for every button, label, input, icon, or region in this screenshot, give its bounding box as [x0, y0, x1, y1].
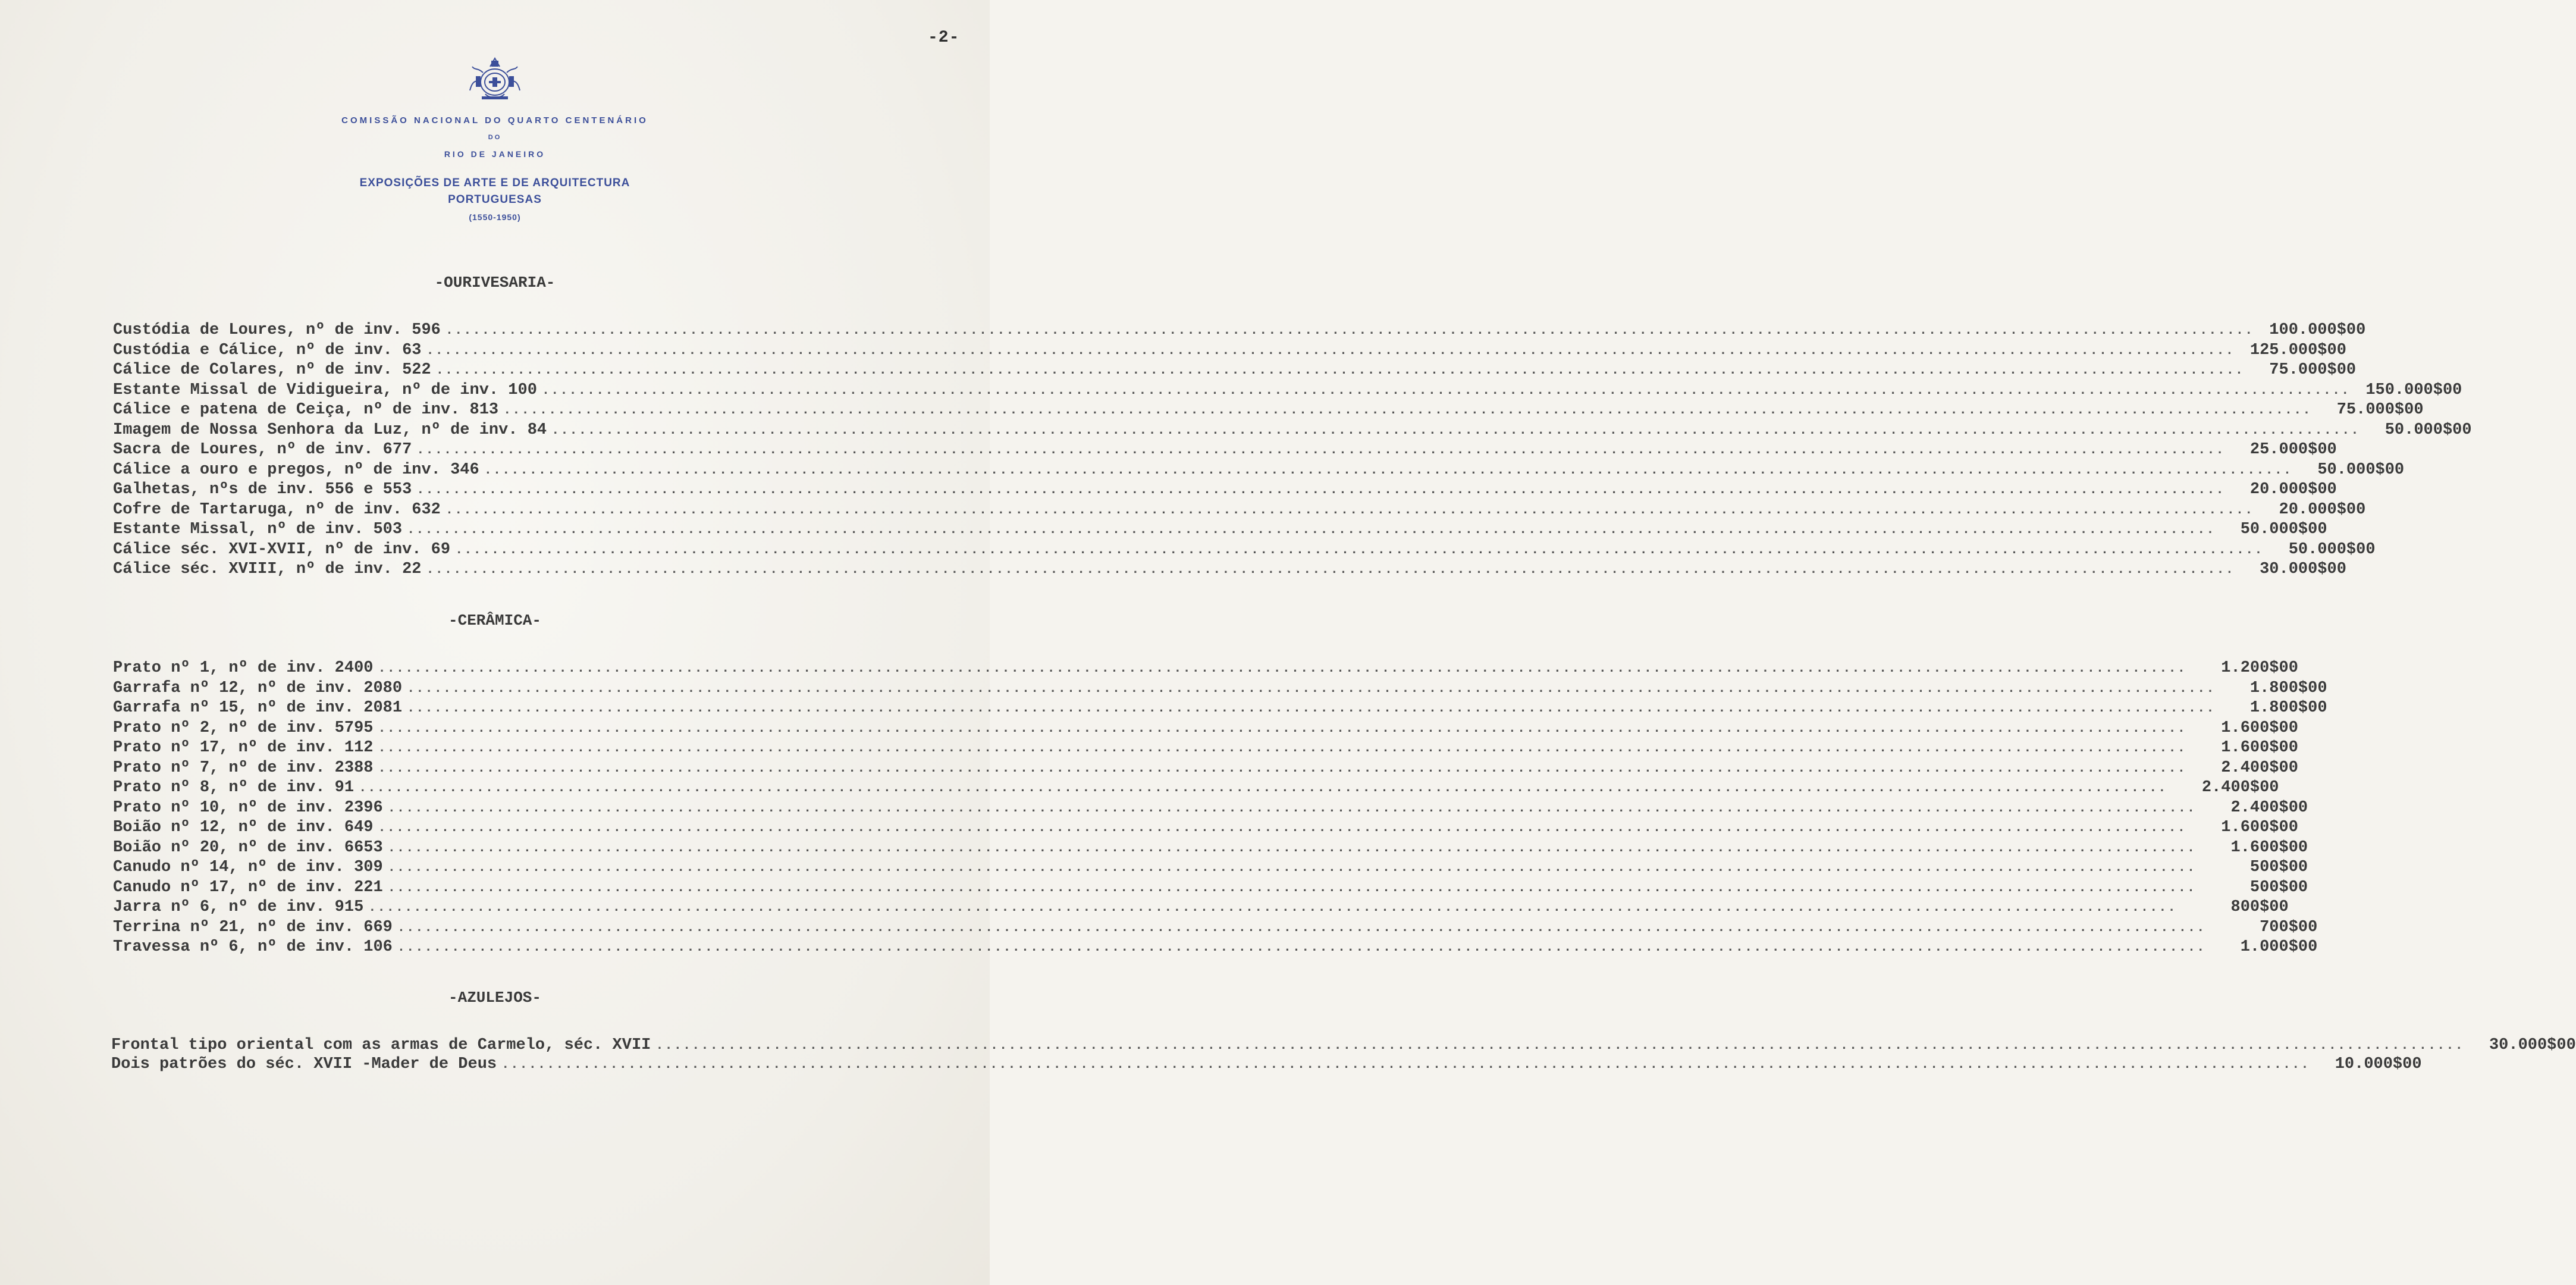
section-title-ourivesaria: -OURIVESARIA- — [434, 274, 556, 292]
exhibition-title-line2: PORTUGUESAS — [448, 193, 542, 206]
list-item — [113, 878, 2308, 899]
leader-dots: ........................................................................................................................................................................................................ — [387, 860, 2197, 875]
item-description: Cálice de Colares, nº de inv. 522 — [113, 361, 431, 379]
item-description: Boião nº 20, nº de inv. 6653 — [113, 838, 383, 857]
list-item — [113, 779, 2279, 799]
leader-dots: ........................................................................................................................................................................................................ — [655, 1038, 2464, 1053]
list-item — [113, 739, 2298, 759]
list-item — [113, 759, 2298, 779]
item-description: Cálice séc. XVI-XVII, nº de inv. 69 — [113, 540, 451, 559]
section-title-ceramica: -CERÂMICA- — [448, 612, 542, 629]
item-price: 1.000$00 — [2240, 938, 2318, 956]
list-item — [113, 918, 2318, 939]
leader-dots: ........................................................................................................................................................................................................ — [378, 820, 2186, 835]
item-price: 10.000$00 — [2335, 1055, 2422, 1073]
leader-dots: ........................................................................................................................................................................................................ — [407, 681, 2216, 696]
item-description: Garrafa nº 15, nº de inv. 2081 — [113, 699, 403, 717]
list-item — [113, 441, 2337, 461]
list-item — [113, 898, 2289, 919]
item-description: Prato nº 2, nº de inv. 5795 — [113, 719, 374, 737]
ourivesaria-list — [113, 321, 2472, 581]
item-description: Dois patrões do séc. XVII -Mader de Deus — [111, 1055, 497, 1073]
item-description: Sacra de Loures, nº de inv. 677 — [113, 441, 412, 459]
list-item — [113, 659, 2298, 679]
item-description: Estante Missal de Vidigueira, nº de inv. 100 — [113, 381, 537, 399]
item-price: 700$00 — [2260, 918, 2318, 936]
item-description: Terrina nº 21, nº de inv. 669 — [113, 918, 393, 936]
item-price: 2.400$00 — [2230, 798, 2308, 817]
leader-dots: ........................................................................................................................................................................................................ — [435, 363, 2245, 378]
leader-dots: ........................................................................................................................................................................................................ — [455, 542, 2264, 557]
item-price: 800$00 — [2230, 898, 2289, 916]
item-price: 500$00 — [2249, 858, 2308, 876]
item-price: 1.800$00 — [2249, 699, 2327, 717]
leader-dots: ........................................................................................................................................................................................................ — [387, 840, 2197, 855]
list-item — [113, 481, 2337, 501]
list-item — [111, 1055, 2422, 1074]
leader-dots: ........................................................................................................................................................................................................ — [416, 482, 2225, 497]
item-description: Custódia e Cálice, nº de inv. 63 — [113, 341, 422, 359]
list-item — [113, 719, 2298, 739]
leader-dots: ........................................................................................................................................................................................................ — [397, 940, 2206, 955]
item-description: Jarra nº 6, nº de inv. 915 — [113, 898, 364, 916]
item-description: Prato nº 17, nº de inv. 112 — [113, 739, 374, 757]
leader-dots: ........................................................................................................................................................................................................ — [368, 900, 2177, 915]
organization-do: DO — [488, 134, 502, 141]
list-item — [113, 521, 2327, 541]
azulejos-list — [111, 1036, 2576, 1074]
item-price: 1.600$00 — [2230, 838, 2308, 857]
item-description: Custódia de Loures, nº de inv. 596 — [113, 321, 441, 339]
item-description: Cálice e patena de Ceiça, nº de inv. 813 — [113, 401, 499, 419]
list-item — [113, 858, 2308, 879]
leader-dots: ........................................................................................................................................................................................................ — [397, 920, 2206, 935]
item-description: Canudo nº 17, nº de inv. 221 — [113, 878, 383, 897]
letterhead — [0, 55, 990, 222]
item-price: 1.200$00 — [2221, 659, 2298, 677]
coat-of-arms-emblem — [467, 55, 522, 102]
item-price: 2.400$00 — [2221, 759, 2298, 777]
item-description: Canudo nº 14, nº de inv. 309 — [113, 858, 383, 876]
item-price: 1.800$00 — [2249, 679, 2327, 697]
exhibition-title-line1: EXPOSIÇÕES DE ARTE E DE ARQUITECTURA — [359, 177, 630, 189]
item-description: Cálice a ouro e pregos, nº de inv. 346 — [113, 460, 479, 479]
item-description: Prato nº 8, nº de inv. 91 — [113, 779, 354, 797]
list-item — [113, 819, 2298, 839]
organization-city: RIO DE JANEIRO — [444, 149, 546, 159]
item-price: 50.000$00 — [2384, 421, 2472, 439]
item-price: 25.000$00 — [2249, 441, 2337, 459]
item-description: Frontal tipo oriental com as armas de Carmelo, séc. XVII — [111, 1036, 651, 1054]
item-description: Cálice séc. XVIII, nº de inv. 22 — [113, 560, 422, 578]
list-item — [113, 500, 2366, 521]
leader-dots: ........................................................................................................................................................................................................ — [445, 323, 2254, 338]
item-price: 1.600$00 — [2221, 739, 2298, 757]
list-item — [113, 341, 2346, 362]
item-price: 150.000$00 — [2365, 381, 2462, 399]
item-description: Galhetas, nºs de inv. 556 e 553 — [113, 481, 412, 499]
item-description: Prato nº 7, nº de inv. 2388 — [113, 759, 374, 777]
item-price: 75.000$00 — [2269, 361, 2357, 379]
list-item — [113, 401, 2424, 421]
list-item — [113, 938, 2318, 958]
item-price: 125.000$00 — [2249, 341, 2346, 359]
leader-dots: ........................................................................................................................................................................................................ — [378, 661, 2186, 676]
item-price: 100.000$00 — [2269, 321, 2366, 339]
item-price: 1.600$00 — [2221, 719, 2298, 737]
item-description: Boião nº 12, nº de inv. 649 — [113, 819, 374, 836]
leader-dots: ........................................................................................................................................................................................................ — [445, 502, 2254, 518]
leader-dots: ........................................................................................................................................................................................................ — [407, 701, 2216, 716]
leader-dots: ........................................................................................................................................................................................................ — [378, 720, 2186, 736]
leader-dots: ........................................................................................................................................................................................................ — [416, 443, 2225, 457]
page-number: -2- — [928, 29, 960, 47]
list-item — [113, 321, 2366, 341]
leader-dots: ........................................................................................................................................................................................................ — [551, 422, 2360, 438]
leader-dots: ........................................................................................................................................................................................................ — [503, 403, 2312, 418]
item-description: Imagem de Nossa Senhora da Luz, nº de inv. 84 — [113, 421, 547, 439]
leader-dots: ........................................................................................................................................................................................................ — [359, 781, 2167, 795]
list-item — [113, 560, 2346, 581]
item-description: Garrafa nº 12, nº de inv. 2080 — [113, 679, 403, 697]
leader-dots: ........................................................................................................................................................................................................ — [378, 760, 2186, 776]
item-price: 50.000$00 — [2317, 460, 2405, 479]
list-item — [113, 798, 2308, 819]
list-item — [113, 421, 2472, 441]
list-item — [113, 679, 2327, 700]
list-item — [113, 540, 2376, 561]
leader-dots: ........................................................................................................................................................................................................ — [387, 800, 2197, 816]
item-description: Travessa nº 6, nº de inv. 106 — [113, 938, 393, 956]
item-price: 500$00 — [2249, 878, 2308, 897]
leader-dots: ........................................................................................................................................................................................................ — [426, 343, 2235, 358]
item-price: 30.000$00 — [2260, 560, 2346, 578]
leader-dots: ........................................................................................................................................................................................................ — [484, 462, 2293, 478]
item-description: Prato nº 1, nº de inv. 2400 — [113, 659, 374, 677]
item-price: 20.000$00 — [2279, 500, 2366, 519]
item-description: Estante Missal, nº de inv. 503 — [113, 521, 403, 538]
item-price: 50.000$00 — [2288, 540, 2376, 559]
item-price: 50.000$00 — [2240, 521, 2327, 538]
leader-dots: ........................................................................................................................................................................................................ — [407, 522, 2216, 537]
organization-name: COMISSÃO NACIONAL DO QUARTO CENTENÁRIO — [341, 115, 648, 126]
list-item — [113, 460, 2405, 481]
list-item — [111, 1036, 2576, 1055]
item-price: 20.000$00 — [2249, 481, 2337, 499]
leader-dots: ........................................................................................................................................................................................................ — [387, 880, 2197, 895]
item-price: 30.000$00 — [2489, 1036, 2576, 1054]
item-price: 75.000$00 — [2336, 401, 2424, 419]
leader-dots: ........................................................................................................................................................................................................ — [501, 1057, 2310, 1072]
leader-dots: ........................................................................................................................................................................................................ — [426, 562, 2235, 577]
leader-dots: ........................................................................................................................................................................................................ — [378, 741, 2186, 756]
list-item — [113, 699, 2327, 719]
item-price: 1.600$00 — [2221, 819, 2298, 836]
list-item — [113, 838, 2308, 859]
exhibition-years: (1550-1950) — [469, 212, 521, 222]
ceramica-list — [113, 659, 2327, 958]
item-description: Cofre de Tartaruga, nº de inv. 632 — [113, 500, 441, 519]
list-item — [113, 381, 2462, 402]
item-price: 2.400$00 — [2201, 779, 2279, 797]
item-description: Prato nº 10, nº de inv. 2396 — [113, 798, 383, 817]
section-title-azulejos: -AZULEJOS- — [448, 989, 542, 1007]
list-item — [113, 361, 2357, 381]
leader-dots: ........................................................................................................................................................................................................ — [541, 383, 2351, 398]
